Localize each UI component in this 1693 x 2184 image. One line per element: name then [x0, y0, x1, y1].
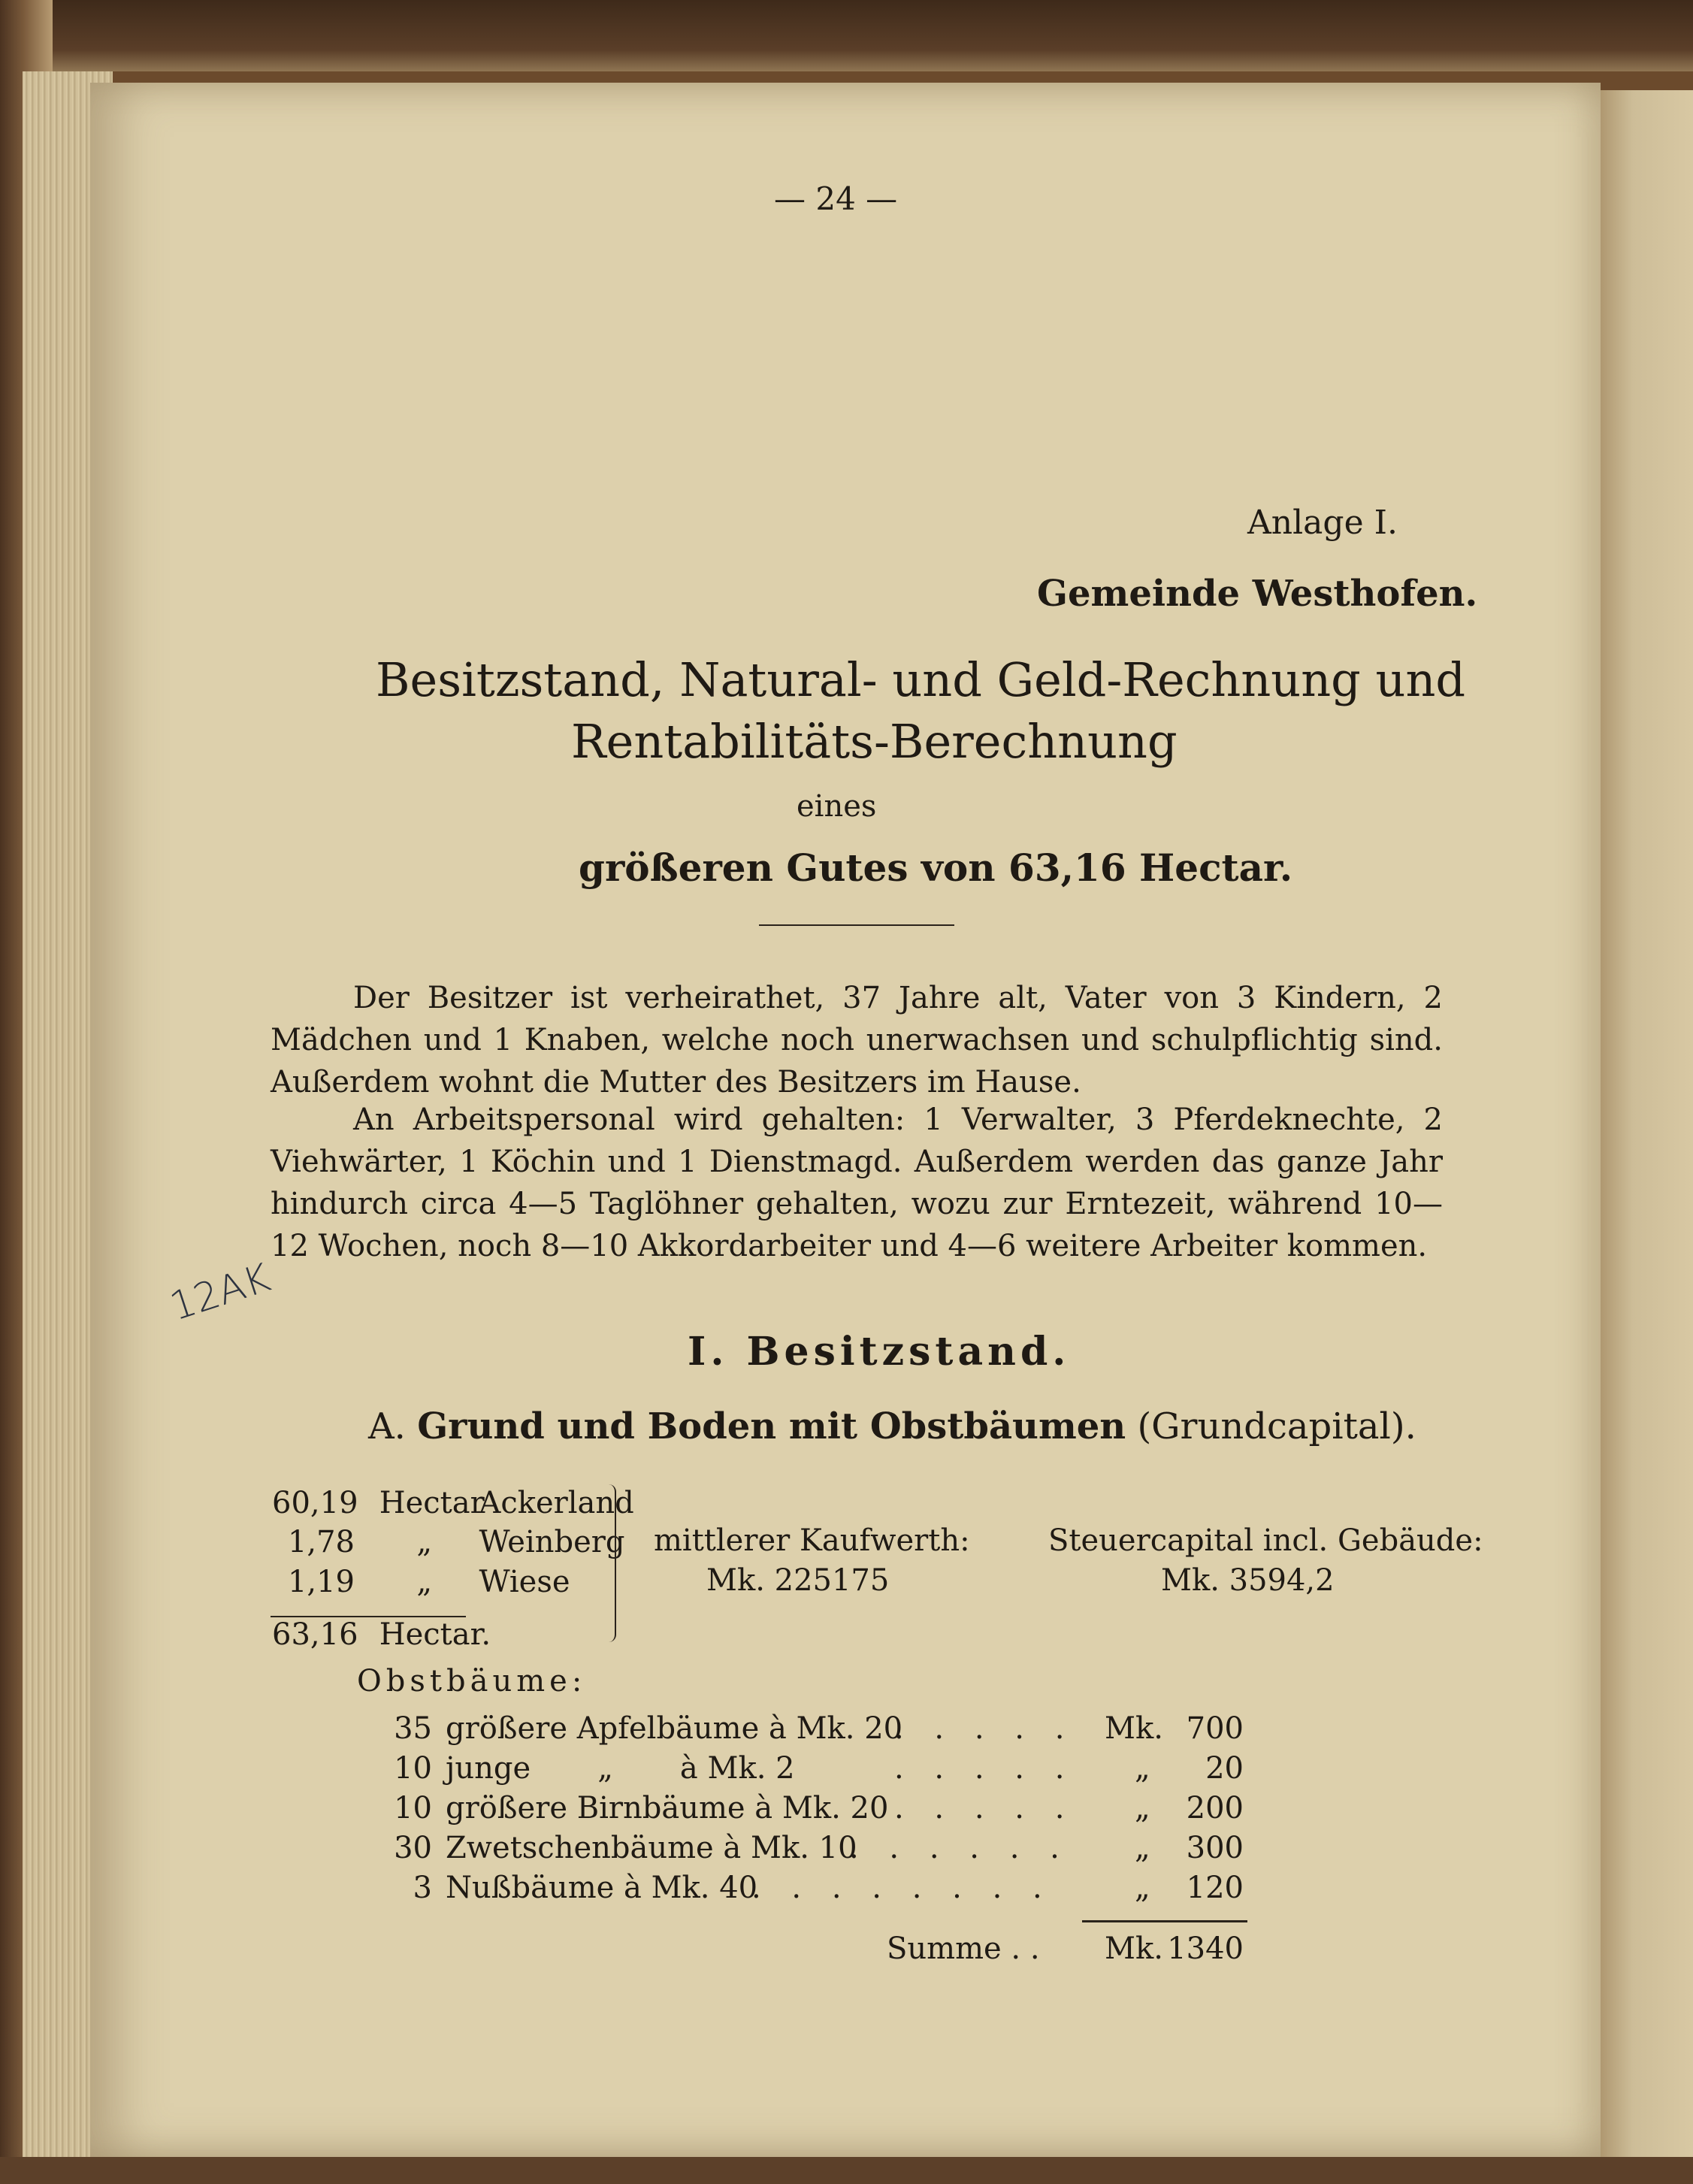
- sum-rule: [1082, 1920, 1247, 1922]
- tree-unit: „: [1135, 1791, 1150, 1826]
- land-row: [272, 1563, 570, 1601]
- book-bottom-edge: [0, 2157, 1693, 2184]
- tree-count: 3: [413, 1871, 432, 1905]
- land-row: [272, 1523, 625, 1561]
- tax-capital-label: Steuercapital incl. Gebäude:: [1048, 1523, 1483, 1558]
- land-row: [272, 1484, 634, 1522]
- section-heading-A: [368, 1405, 1416, 1447]
- appendix-label: Anlage I.: [1247, 504, 1398, 542]
- market-value: Mk. 225175: [706, 1563, 890, 1598]
- tree-unit: Mk.: [1105, 1711, 1163, 1746]
- land-area: 60,19: [272, 1486, 358, 1520]
- tree-dots: . . . . .: [894, 1711, 1075, 1746]
- tree-desc: Zwetschenbäume à Mk. 10: [446, 1831, 857, 1865]
- tree-dots: . . . . . .: [849, 1831, 1070, 1865]
- sum-unit: Mk.: [1105, 1931, 1163, 1966]
- tree-count: 35: [394, 1711, 432, 1746]
- tree-dots: . . . . .: [894, 1751, 1075, 1786]
- section-heading-I: I. Besitzstand.: [688, 1329, 1071, 1375]
- sum-label: Summe . .: [887, 1931, 1040, 1966]
- page-number: — 24 —: [774, 180, 898, 217]
- title-line-1: Besitzstand, Natural- und Geld-Rechnung und: [376, 652, 1466, 707]
- section-A-bold: Grund und Boden mit Obstbäumen: [417, 1405, 1126, 1447]
- title-line-2: Rentabilitäts-Berechnung: [571, 714, 1178, 769]
- tree-desc: junge „ à Mk. 2: [446, 1751, 795, 1786]
- tree-amount: 300: [1186, 1831, 1244, 1865]
- tree-dots: . . . . . . . .: [751, 1871, 1053, 1905]
- tree-row: [391, 1711, 902, 1746]
- title-line-3: größeren Gutes von 63,16 Hectar.: [579, 845, 1293, 890]
- land-area: 1,78: [287, 1525, 355, 1559]
- tree-amount: 20: [1205, 1751, 1244, 1786]
- title-rule: [759, 924, 954, 926]
- tree-amount: 120: [1186, 1871, 1244, 1905]
- tree-dots: . . . . .: [894, 1791, 1075, 1826]
- land-total-area: 63,16: [272, 1617, 358, 1652]
- tree-unit: „: [1135, 1831, 1150, 1865]
- land-total-row: [272, 1616, 491, 1653]
- section-A-suffix: (Grundcapital).: [1137, 1405, 1416, 1447]
- handwritten-note: 12AK: [165, 1255, 276, 1330]
- brace: [609, 1484, 616, 1642]
- tree-row: [391, 1751, 795, 1786]
- tree-count: 10: [394, 1791, 432, 1826]
- land-use: Ackerland: [479, 1486, 634, 1520]
- market-value-label: mittlerer Kaufwerth:: [654, 1523, 970, 1558]
- paragraph-staff: An Arbeitspersonal wird gehalten: 1 Verwalter, 3 Pferdeknechte, 2 Viehwärter, 1 Köchin und 1 Dienstmagd. Außerdem werden das ganze Jahr hindurch circa 4—5 Taglöhner gehalten, wozu zur Erntezeit, während 10—12 Wochen, noch 8—10 Akkordarbeiter und 4—6 weitere Arbeiter kommen.: [271, 1103, 1443, 1263]
- fruit-trees-label: Obstbäume:: [357, 1664, 587, 1698]
- municipality-heading: Gemeinde Westhofen.: [1037, 573, 1478, 615]
- sum-amount: 1340: [1167, 1931, 1244, 1966]
- land-total-unit: Hectar.: [379, 1617, 491, 1652]
- paragraph-owner: Der Besitzer ist verheirathet, 37 Jahre alt, Vater von 3 Kindern, 2 Mädchen und 1 Knaben, welche noch unerwachsen und schulpflichtig sind. Außerdem wohnt die Mutter des Besitzers im Hause.: [271, 981, 1443, 1100]
- tax-capital-value: Mk. 3594,2: [1161, 1563, 1335, 1598]
- land-unit: Hectar: [379, 1486, 485, 1520]
- tree-desc: Nußbäume à Mk. 40: [446, 1871, 758, 1905]
- tree-unit: „: [1135, 1871, 1150, 1905]
- book-top-edge: [0, 0, 1693, 71]
- tree-amount: 200: [1186, 1791, 1244, 1826]
- tree-count: 30: [394, 1831, 432, 1865]
- land-use: Weinberg: [479, 1525, 625, 1559]
- land-unit: „: [416, 1525, 433, 1559]
- tree-row: [391, 1871, 757, 1905]
- title-eines: eines: [797, 789, 877, 824]
- tree-row: [391, 1831, 857, 1865]
- land-unit: „: [416, 1565, 433, 1599]
- tree-desc: größere Birnbäume à Mk. 20: [446, 1791, 889, 1826]
- tree-row: [391, 1791, 888, 1826]
- tree-desc: größere Apfelbäume à Mk. 20: [446, 1711, 903, 1746]
- tree-amount: 700: [1186, 1711, 1244, 1746]
- section-A-prefix: A.: [368, 1405, 406, 1447]
- land-area: 1,19: [287, 1565, 355, 1599]
- next-page-edge: [1593, 90, 1693, 2164]
- tree-unit: „: [1135, 1751, 1150, 1786]
- tree-count: 10: [394, 1751, 432, 1786]
- land-use: Wiese: [479, 1565, 570, 1599]
